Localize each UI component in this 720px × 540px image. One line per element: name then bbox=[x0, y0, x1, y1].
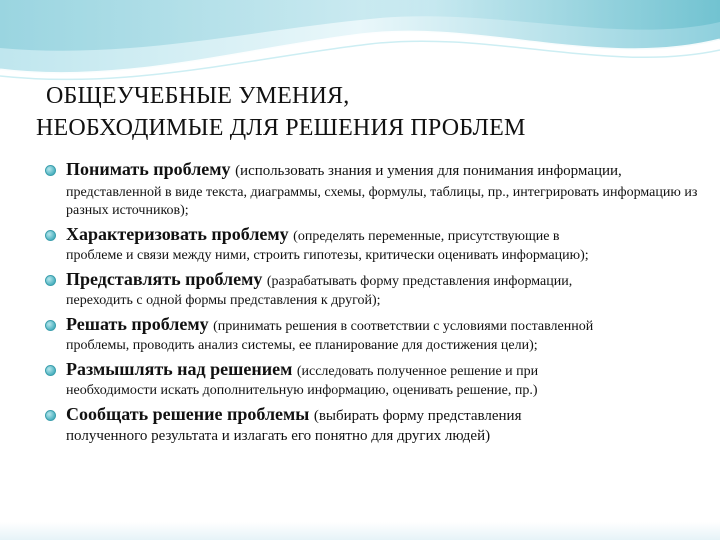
bullet-icon bbox=[45, 365, 56, 376]
skill-term: Размышлять над решением bbox=[66, 359, 297, 379]
skill-description-cont: полученного результата и излагать его понятно для других людей) bbox=[66, 428, 491, 444]
bullet-icon bbox=[45, 165, 56, 176]
skill-description-cont: проблеме и связи между ними, строить гипотезы, критически оценивать информацию); bbox=[66, 248, 589, 263]
list-item bbox=[40, 269, 700, 310]
page-title bbox=[36, 80, 696, 144]
skill-description-cont: необходимости искать дополнительную информацию, оценивать решение, пр.) bbox=[66, 383, 538, 398]
skill-description: (исследовать полученное решение и при bbox=[296, 364, 539, 379]
skill-description-cont: представленной в виде текста, диаграммы, схемы, формулы, таблицы, пр., интегрировать информацию из разных источников); bbox=[66, 185, 698, 218]
skill-description-cont: проблемы, проводить анализ системы, ее планирование для достижения цели); bbox=[66, 338, 538, 353]
skill-term: Решать проблему bbox=[66, 314, 214, 334]
skill-term: Сообщать решение проблемы bbox=[66, 404, 314, 424]
skill-description: (разрабатывать форму представления информации, bbox=[266, 274, 573, 289]
title-line-2: НЕОБХОДИМЫЕ ДЛЯ РЕШЕНИЯ ПРОБЛЕМ bbox=[36, 115, 526, 141]
list-item bbox=[40, 224, 700, 265]
bullet-icon bbox=[45, 230, 56, 241]
bullet-icon bbox=[45, 275, 56, 286]
header-wave-decoration bbox=[0, 0, 720, 90]
skill-description: (использовать знания и умения для понимания информации, bbox=[235, 163, 622, 179]
title-line-1: ОБЩЕУЧЕБНЫЕ УМЕНИЯ, bbox=[46, 83, 350, 109]
skill-term: Характеризовать проблему bbox=[66, 224, 294, 244]
skill-description: (выбирать форму представления bbox=[313, 408, 522, 424]
bullet-icon bbox=[45, 410, 56, 421]
skill-term: Понимать проблему bbox=[66, 159, 236, 179]
skills-list bbox=[40, 159, 700, 450]
skill-description: (принимать решения в соответствии с условиями поставленной bbox=[213, 319, 594, 334]
list-item bbox=[40, 314, 700, 355]
bullet-icon bbox=[45, 320, 56, 331]
list-item bbox=[40, 359, 700, 400]
list-item bbox=[40, 404, 700, 446]
skill-description: (определять переменные, присутствующие в bbox=[293, 229, 560, 244]
list-item bbox=[40, 159, 700, 220]
bottom-frame-decoration bbox=[0, 522, 720, 540]
skill-term: Представлять проблему bbox=[66, 269, 267, 289]
skill-description-cont: переходить с одной формы представления к другой); bbox=[66, 293, 381, 308]
